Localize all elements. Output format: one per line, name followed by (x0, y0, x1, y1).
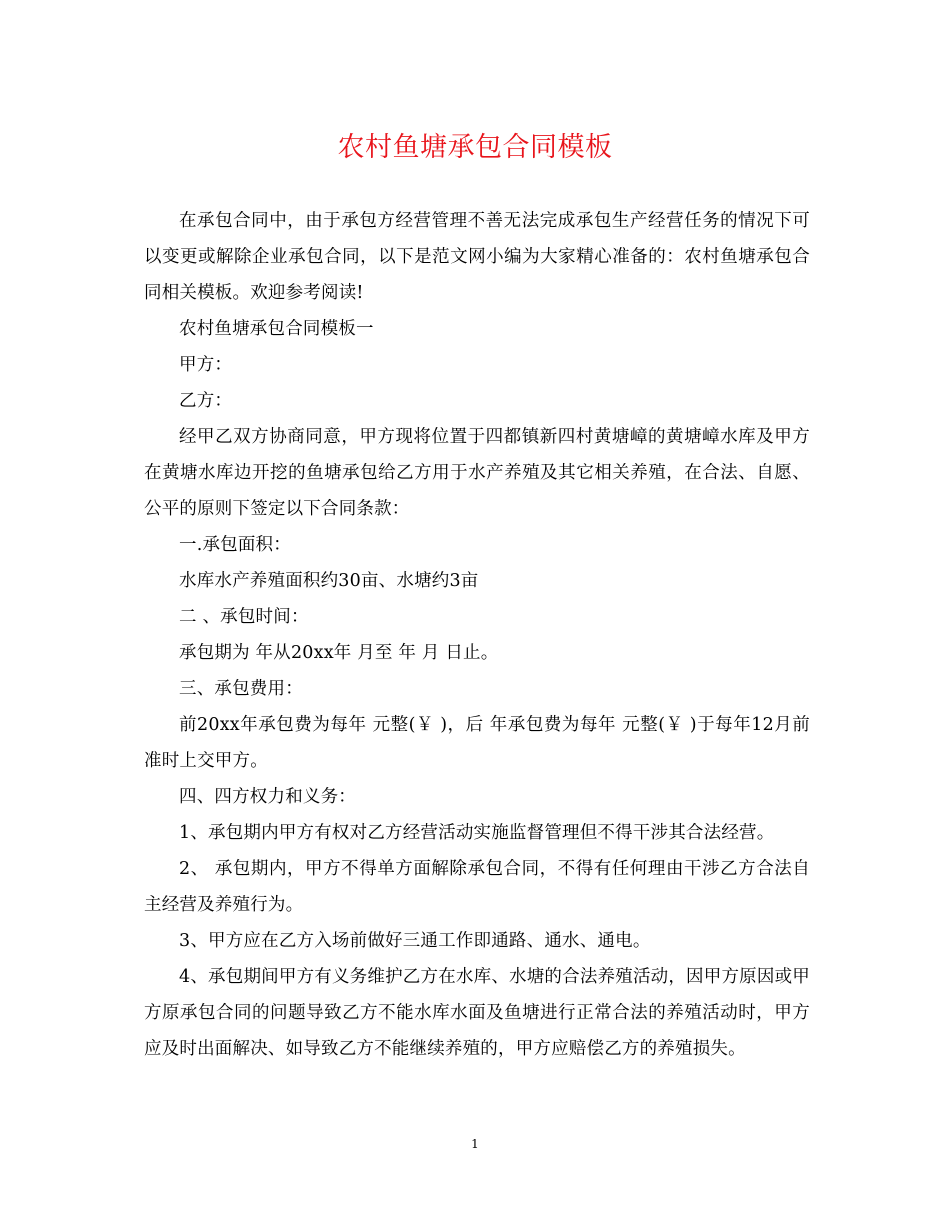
paragraph-fee-detail: 前20xx年承包费为每年 元整(￥ )，后 年承包费为每年 元整(￥ )于每年12月前准时上交甲方。 (144, 715, 810, 771)
paragraph-section-area: 一.承包面积： (179, 535, 291, 555)
paragraph-template-heading: 农村鱼塘承包合同模板一 (179, 319, 374, 339)
paragraph-agreement: 经甲乙双方协商同意，甲方现将位置于四都镇新四村黄塘嶂的黄塘嶂水库及甲方在黄塘水库边开挖的鱼塘承包给乙方用于水产养殖及其它相关养殖，在合法、自愿、公平的原则下签定以下合同条款： (144, 427, 810, 519)
paragraph-rights-1: 1、承包期内甲方有权对乙方经营活动实施监督管理但不得干涉其合法经营。 (179, 823, 775, 843)
paragraph-section-fee: 三、承包费用： (179, 679, 303, 699)
paragraph-section-term: 二 、承包时间： (179, 607, 309, 627)
document-body (144, 203, 810, 1067)
paragraph-area-detail: 水库水产养殖面积约30亩、水塘约3亩 (179, 571, 479, 591)
paragraph-term-detail: 承包期为 年从20xx年 月至 年 月 日止。 (179, 643, 499, 663)
paragraph-rights-3: 3、甲方应在乙方入场前做好三通工作即通路、通水、通电。 (179, 931, 651, 951)
paragraph-rights-4: 4、承包期间甲方有义务维护乙方在水库、水塘的合法养殖活动，因甲方原因或甲方原承包合同的问题导致乙方不能水库水面及鱼塘进行正常合法的养殖活动时，甲方应及时出面解决、如导致乙方不能继续养殖的，甲方应赔偿乙方的养殖损失。 (144, 967, 810, 1059)
paragraph-party-b: 乙方： (179, 391, 233, 411)
paragraph-intro: 在承包合同中，由于承包方经营管理不善无法完成承包生产经营任务的情况下可以变更或解除企业承包合同，以下是范文网小编为大家精心准备的：农村鱼塘承包合同相关模板。欢迎参考阅读! (144, 211, 810, 303)
paragraph-rights-2: 2、 承包期内，甲方不得单方面解除承包合同，不得有任何理由干涉乙方合法自主经营及养殖行为。 (144, 859, 810, 915)
page-number: 1 (471, 1137, 479, 1151)
document-title: 农村鱼塘承包合同模板 (337, 132, 613, 163)
paragraph-party-a: 甲方： (179, 355, 233, 375)
paragraph-section-rights: 四、四方权力和义务： (179, 787, 356, 807)
